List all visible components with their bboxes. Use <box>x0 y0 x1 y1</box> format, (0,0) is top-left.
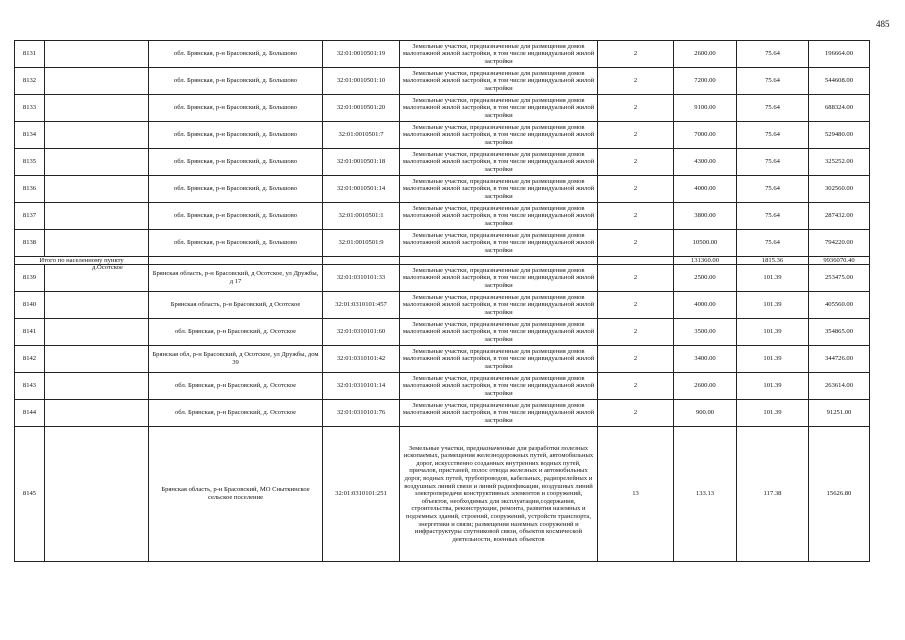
land-use-category: Земельные участки, предназначенные для размещения домов малоэтажной жилой застройки, в том числе индивидуальной жилой застройки <box>400 68 598 95</box>
area: 7200.00 <box>674 68 737 95</box>
land-use-category: Земельные участки, предназначенные для размещения домов малоэтажной жилой застройки, в том числе индивидуальной жилой застройки <box>400 346 598 373</box>
row-number: 8138 <box>15 230 45 257</box>
area: 4000.00 <box>674 292 737 319</box>
unit-price: 75.64 <box>737 95 809 122</box>
area: 10500.00 <box>674 230 737 257</box>
land-use-category: Земельные участки, предназначенные для размещения домов малоэтажной жилой застройки, в том числе индивидуальной жилой застройки <box>400 319 598 346</box>
row-number: 8142 <box>15 346 45 373</box>
settlement-cell <box>45 68 149 95</box>
cadastral-number: 32:01:0310101:33 <box>323 265 400 292</box>
table-row <box>15 203 870 230</box>
empty-cell <box>400 257 598 265</box>
cadastral-number: 32:01:0010501:9 <box>323 230 400 257</box>
row-number: 8133 <box>15 95 45 122</box>
land-use-class: 2 <box>598 149 674 176</box>
cadastral-value: 15626.80 <box>809 427 870 562</box>
unit-price: 75.64 <box>737 149 809 176</box>
table-row <box>15 41 870 68</box>
table-row <box>15 292 870 319</box>
land-use-class: 2 <box>598 176 674 203</box>
cadastral-value: 302560.00 <box>809 176 870 203</box>
settlement-cell <box>45 373 149 400</box>
row-number: 8144 <box>15 400 45 427</box>
subtotal-price: 1815.36 <box>737 257 809 265</box>
address: Брянская область, р-н Брасовский, д Осотское, ул Дружбы, д 17 <box>149 265 323 292</box>
land-use-category: Земельные участки, предназначенные для размещения домов малоэтажной жилой застройки, в том числе индивидуальной жилой застройки <box>400 122 598 149</box>
area: 2600.00 <box>674 41 737 68</box>
empty-cell <box>598 257 674 265</box>
address: обл. Брянская, р-н Брасовский, д. Большово <box>149 230 323 257</box>
address: обл. Брянская, р-н Брасовский, д. Большово <box>149 203 323 230</box>
settlement-cell <box>45 203 149 230</box>
table-row <box>15 122 870 149</box>
land-use-class: 13 <box>598 427 674 562</box>
cadastral-number: 32:01:0310101:60 <box>323 319 400 346</box>
cadastral-value: 544608.00 <box>809 68 870 95</box>
land-use-class: 2 <box>598 346 674 373</box>
unit-price: 101.39 <box>737 400 809 427</box>
subtotal-row <box>15 257 870 265</box>
land-use-category: Земельные участки, предназначенные для размещения домов малоэтажной жилой застройки, в том числе индивидуальной жилой застройки <box>400 373 598 400</box>
cadastral-value: 263614.00 <box>809 373 870 400</box>
settlement-cell <box>45 122 149 149</box>
land-use-class: 2 <box>598 122 674 149</box>
land-use-category: Земельные участки, предназначенные для размещения домов малоэтажной жилой застройки, в том числе индивидуальной жилой застройки <box>400 95 598 122</box>
cadastral-value: 325252.00 <box>809 149 870 176</box>
empty-cell <box>323 257 400 265</box>
cadastral-number: 32:01:0010501:7 <box>323 122 400 149</box>
row-number: 8132 <box>15 68 45 95</box>
settlement-cell <box>45 346 149 373</box>
cadastral-number: 32:01:0310101:42 <box>323 346 400 373</box>
area: 3400.00 <box>674 346 737 373</box>
subtotal-area: 131360.00 <box>674 257 737 265</box>
land-use-category: Земельные участки, предназначенные для размещения домов малоэтажной жилой застройки, в том числе индивидуальной жилой застройки <box>400 292 598 319</box>
settlement-cell <box>45 176 149 203</box>
cadastral-number: 32:01:0310101:14 <box>323 373 400 400</box>
table-row <box>15 319 870 346</box>
cadastral-value: 287432.00 <box>809 203 870 230</box>
unit-price: 101.39 <box>737 292 809 319</box>
table-row <box>15 265 870 292</box>
land-use-category: Земельные участки, предназначенные для разработки полезных ископаемых, размещения железнодорожных путей, автомобильных дорог, искусственно созданных внутренних водных путей, причалов, пристаней, полос отвода железных и автомобильных дорог, водных путей, трубопроводов, кабельных, радиорелейных и воздушных линий связи и линий радиофикации, воздушных линий электропередачи конструктивных элементов и сооружений, объектов, необходимых для эксплуатации,содержания, строительства, реконструкции, ремонта, развития наземных и подземных зданий, строений, сооружений, устройств транспорта, энергетики и связи; размещения наземных сооружений и инфраструктуры спутниковой связи, объектов космической деятельности, военных объектов <box>400 427 598 562</box>
unit-price: 75.64 <box>737 122 809 149</box>
cadastral-number: 32:01:0010501:10 <box>323 68 400 95</box>
settlement-name: д.Осотское <box>92 264 123 271</box>
area: 2500.00 <box>674 265 737 292</box>
row-number: 8134 <box>15 122 45 149</box>
unit-price: 75.64 <box>737 176 809 203</box>
cadastral-value: 91251.00 <box>809 400 870 427</box>
address: Брянская обл, р-н Брасовский, д Осотское, ул Дружбы, дом 39 <box>149 346 323 373</box>
settlement-cell <box>45 319 149 346</box>
settlement-cell <box>45 95 149 122</box>
land-use-class: 2 <box>598 265 674 292</box>
subtotal-total: 9936070.40 <box>809 257 870 265</box>
table-body <box>15 41 870 562</box>
table-row <box>15 95 870 122</box>
land-use-category: Земельные участки, предназначенные для размещения домов малоэтажной жилой застройки, в том числе индивидуальной жилой застройки <box>400 41 598 68</box>
cadastral-number: 32:01:0310101:251 <box>323 427 400 562</box>
address: обл. Брянская, р-н Брасовский, д. Большово <box>149 176 323 203</box>
cadastral-number: 32:01:0010501:20 <box>323 95 400 122</box>
table-row <box>15 149 870 176</box>
land-use-category: Земельные участки, предназначенные для размещения домов малоэтажной жилой застройки, в том числе индивидуальной жилой застройки <box>400 149 598 176</box>
area: 3800.00 <box>674 203 737 230</box>
row-number: 8131 <box>15 41 45 68</box>
land-use-category: Земельные участки, предназначенные для размещения домов малоэтажной жилой застройки, в том числе индивидуальной жилой застройки <box>400 265 598 292</box>
address: обл. Брянская, р-н Брасовский, д. Большово <box>149 122 323 149</box>
cadastral-value: 196664.00 <box>809 41 870 68</box>
unit-price: 75.64 <box>737 203 809 230</box>
land-use-class: 2 <box>598 68 674 95</box>
unit-price: 117.38 <box>737 427 809 562</box>
table-row <box>15 400 870 427</box>
land-use-category: Земельные участки, предназначенные для размещения домов малоэтажной жилой застройки, в том числе индивидуальной жилой застройки <box>400 203 598 230</box>
address: обл. Брянская, р-н Брасовский, д. Большово <box>149 95 323 122</box>
settlement-cell <box>45 292 149 319</box>
area: 900.00 <box>674 400 737 427</box>
cadastral-value: 354865.00 <box>809 319 870 346</box>
cadastral-value: 529480.00 <box>809 122 870 149</box>
cadastral-value: 688324.00 <box>809 95 870 122</box>
settlement-cell <box>45 427 149 562</box>
unit-price: 101.39 <box>737 265 809 292</box>
cadastral-value: 405560.00 <box>809 292 870 319</box>
cadastral-number: 32:01:0310101:76 <box>323 400 400 427</box>
address: Брянская область, р-н Брасовский, МО Сныткинское сельское поселение <box>149 427 323 562</box>
area: 133.13 <box>674 427 737 562</box>
cadastral-value: 794220.00 <box>809 230 870 257</box>
subtotal-label: Итого по населенному пункту <box>15 257 149 265</box>
land-use-class: 2 <box>598 41 674 68</box>
area: 4000.00 <box>674 176 737 203</box>
table-row <box>15 373 870 400</box>
row-number: 8136 <box>15 176 45 203</box>
land-use-class: 2 <box>598 292 674 319</box>
settlement-cell <box>45 400 149 427</box>
land-use-category: Земельные участки, предназначенные для размещения домов малоэтажной жилой застройки, в том числе индивидуальной жилой застройки <box>400 176 598 203</box>
settlement-cell <box>45 230 149 257</box>
cadastral-value: 253475.00 <box>809 265 870 292</box>
address: обл. Брянская, р-н Брасовский, д. Большово <box>149 149 323 176</box>
empty-cell <box>149 257 323 265</box>
land-use-class: 2 <box>598 203 674 230</box>
land-use-class: 2 <box>598 373 674 400</box>
address: обл. Брянская, р-н Брасовский, д. Большово <box>149 68 323 95</box>
table-row <box>15 427 870 562</box>
cadastral-number: 32:01:0010501:19 <box>323 41 400 68</box>
row-number: 8143 <box>15 373 45 400</box>
unit-price: 101.39 <box>737 346 809 373</box>
row-number: 8145 <box>15 427 45 562</box>
row-number: 8141 <box>15 319 45 346</box>
area: 3500.00 <box>674 319 737 346</box>
address: обл. Брянская, р-н Брасовский, д. Осотское <box>149 319 323 346</box>
row-number: 8137 <box>15 203 45 230</box>
page-number: 485 <box>876 19 890 29</box>
settlement-cell <box>45 41 149 68</box>
row-number: 8135 <box>15 149 45 176</box>
cadastral-number: 32:01:0010501:14 <box>323 176 400 203</box>
cadastral-number: 32:01:0010501:1 <box>323 203 400 230</box>
land-register-table <box>14 40 870 562</box>
row-number: 8140 <box>15 292 45 319</box>
address: обл. Брянская, р-н Брасовский, д. Осотское <box>149 373 323 400</box>
table-row <box>15 230 870 257</box>
table-row <box>15 176 870 203</box>
cadastral-value: 344726.00 <box>809 346 870 373</box>
land-use-category: Земельные участки, предназначенные для размещения домов малоэтажной жилой застройки, в том числе индивидуальной жилой застройки <box>400 230 598 257</box>
address: обл. Брянская, р-н Брасовский, д. Большово <box>149 41 323 68</box>
area: 9100.00 <box>674 95 737 122</box>
land-use-class: 2 <box>598 400 674 427</box>
table-row <box>15 68 870 95</box>
cadastral-number: 32:01:0310101:457 <box>323 292 400 319</box>
unit-price: 75.64 <box>737 230 809 257</box>
land-use-class: 2 <box>598 95 674 122</box>
land-use-class: 2 <box>598 319 674 346</box>
land-use-class: 2 <box>598 230 674 257</box>
row-number: 8139 <box>15 265 45 292</box>
address: Брянская область, р-н Брасовский, д Осотское <box>149 292 323 319</box>
land-use-category: Земельные участки, предназначенные для размещения домов малоэтажной жилой застройки, в том числе индивидуальной жилой застройки <box>400 400 598 427</box>
area: 7000.00 <box>674 122 737 149</box>
cadastral-number: 32:01:0010501:18 <box>323 149 400 176</box>
unit-price: 101.39 <box>737 319 809 346</box>
settlement-cell <box>45 265 149 292</box>
unit-price: 75.64 <box>737 68 809 95</box>
unit-price: 101.39 <box>737 373 809 400</box>
address: обл. Брянская, р-н Брасовский, д. Осотское <box>149 400 323 427</box>
settlement-cell <box>45 149 149 176</box>
area: 2600.00 <box>674 373 737 400</box>
area: 4300.00 <box>674 149 737 176</box>
table-row <box>15 346 870 373</box>
unit-price: 75.64 <box>737 41 809 68</box>
